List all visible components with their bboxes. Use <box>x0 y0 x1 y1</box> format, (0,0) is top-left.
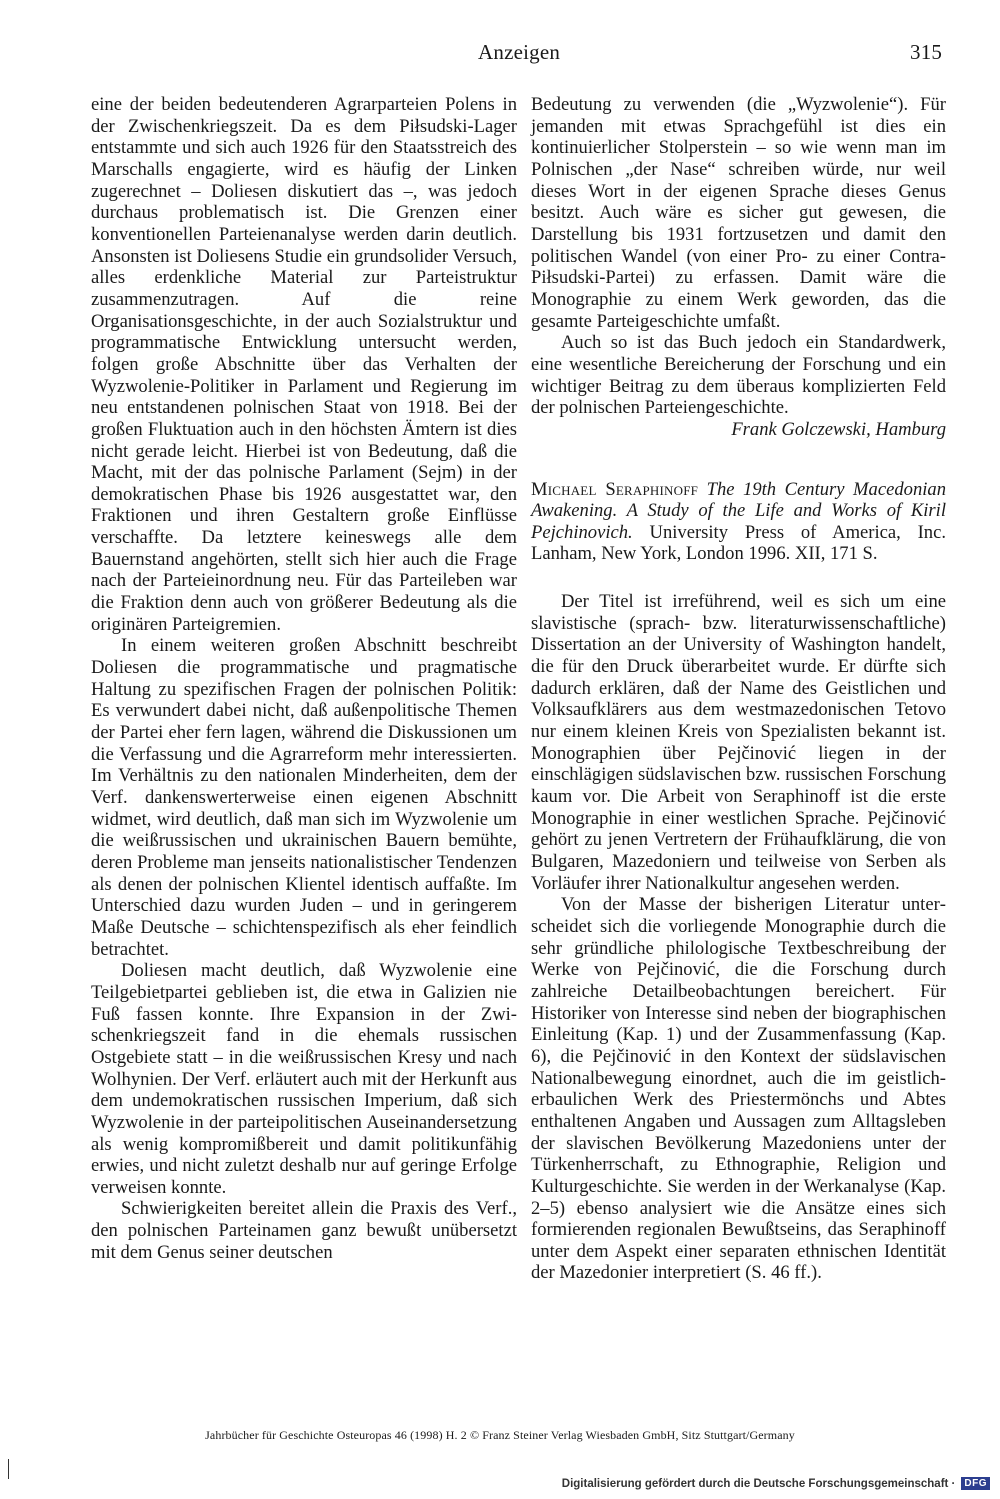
review-signature: Frank Golczewski, Hamburg <box>731 418 946 440</box>
reviewed-title: The 19th Century Macedonian Awakening. A Study of the Life and Works of Kiril Pejchinovich. <box>531 478 946 543</box>
digitization-notice <box>562 1477 990 1490</box>
paragraph: In einem weiteren großen Abschnitt beschreibt Doliesen die programmatische und pragmatische Haltung zu spezifischen Fragen der polnischen Politik: Es verwundert dabei nicht, daß außenpolitische Themen der Partei eher fern lagen, während die Diskussionen um die Verfassung und die Agrarreform mehr interessierten. Im Verhältnis zu den nationalen Minderheiten, dem der Verf. dankenswerterweise einen eigenen Abschnitt widmet, wird deutlich, daß man sich im Wyzwolenie um die weißrussischen und ukrainischen Bauern bemühte, deren Probleme man jenseits nationalistischer Tendenzen als denen der polnischen Klientel identisch auffaßte. Im Unterschied dazu wurden Juden – und in geringerem Maße Deutsche – schichtenspezifisch als eher feindlich betrachtet. <box>91 635 517 960</box>
paragraph: Der Titel ist irreführend, weil es sich um eine slavistische (sprach- bzw. literaturwissenschaftliche) Dissertation an der University of Washington handelt, die für den Druck überarbeitet wurde. Er dürfte sich dadurch erklären, daß der Name des Geistlichen und Volksaufklärers aus dem westmazedonischen Tetovo nur einem kleinen Kreis von Spezialisten bekannt ist. Monographien über Pejčinović liegen in der einschlägigen südslavischen bzw. russischen Forschung kaum vor. Die Arbeit von Seraphinoff ist die erste Monographie in einer westlichen Sprache. Pejčinović gehört zu jenen Vertretern der Frühaufklärung, die von Bulgaren, Mazedoniern und teilweise von Serben als Vorläufer ihrer Nationalkultur angesehen werden. <box>531 591 946 894</box>
paragraph: eine der beiden bedeutenderen Agrarparteien Polens in der Zwischenkriegszeit. Da es dem Piłsudski-Lager entstammte und sich auch 1926 für den Staatsstreich des Marschalls engagierte, wird es häufig der Linken zugerechnet – Doliesen diskutiert das –, was jedoch durchaus problematisch ist. Die Grenzen einer konventionellen Parteienanalyse werden darin deutlich. Ansonsten ist Doliesens Studie ein grundsolider Versuch, alles erdenkliche Material zur Parteistruktur zusammenzutragen. Auf die reine Organisationsgeschichte, in der auch Sozialstruktur und programmatische Entwicklung untersucht werden, folgen große Abschnitte über das Verhalten der Wyzwolenie-Politiker in Parlament und Regierung im neu entstandenen polnischen Staat von 1918. Bei der großen Fluktuation auch in den höchsten Ämtern ist dies nicht gerade leicht. Hierbei ist von Bedeutung, daß die Macht, mit der das polnische Parlament (Sejm) in der demokratischen Phase bis 1926 ausgestattet war, den Fraktionen und ihren Gestaltern große Einflüsse verschaffte. Da letztere keineswegs alle dem Bauernstand angehörten, stellt sich hier auch die Frage nach der Parteieinordnung neu. Für das Parteileben war die Fraktion denn auch von größerer Bedeutung als die originären Parteigremien. <box>91 94 517 635</box>
digitization-text: Digitalisierung gefördert durch die Deutsche Forschungsgemeinschaft · <box>561 1477 956 1490</box>
journal-footer: Jahrbücher für Geschichte Osteuropas 46 (1998) H. 2 © Franz Steiner Verlag Wiesbaden GmbH, Sitz Stuttgart/Germany <box>205 1428 795 1442</box>
scan-margin-mark <box>8 1459 9 1479</box>
dfg-logo: DFG <box>961 1477 990 1490</box>
section-spacer <box>531 565 946 591</box>
paragraph: Von der Masse der bisherigen Literatur unterscheidet sich die vorliegende Monographie durch die sehr gründliche philologische Textbeschreibung der Werke von Pejčinović, die die Forschung durch zahlreiche Detailbeobachtungen bereichert. Für Historiker von Interesse sind neben der biographischen Einleitung (Kap. 1) und der Zusammenfassung (Kap. 6), die Pejčinović in den Kontext der südslavischen Nationalbewegung einordnet, auch die im geistlich-erbaulichen Werk des Priestermönchs und Abtes enthaltenen Angaben und Aussagen zum Alltagsleben der slavischen Bevölkerung Mazedoniens unter der Türkenherrschaft, zu Ethnographie, Religion und Kulturgeschichte. Sie werden in der Werkanalyse (Kap. 2–5) ebenso analysiert wie die Ansätze eines sich formierenden regionalen Bewußtseins, das Seraphinoff unter dem Aspekt einer separaten ethnischen Identität der Mazedonier interpretiert (S. 46 ff.). <box>531 894 946 1284</box>
review-bibliographic-heading <box>531 479 946 566</box>
paragraph: Auch so ist das Buch jedoch ein Standardwerk, eine wesentliche Bereicherung der Forschung und ein wichtiger Beitrag zu dem überaus komplizierten Feld der polnischen Parteiengeschichte. <box>531 332 946 419</box>
paragraph: Doliesen macht deutlich, daß Wyzwolenie eine Teilgebietpartei geblieben ist, die etwa in Galizien nie Fuß fassen konnte. Ihre Expansion in der Zwischenkriegszeit fand in die ehemals russischen Ostgebiete statt – in die weißrussischen Kresy und nach Wolhynien. Der Verf. erläutert auch mit der Herkunft aus dem undemokratischen russischen Imperium, daß sich Wyzwolenie in der parteipolitischen Auseinandersetzung als wenig kompromißbereit und damit politikunfähig erwies, und nicht zuletzt deshalb nur auf geringe Erfolge verweisen konnte. <box>91 960 517 1198</box>
left-column <box>91 94 517 1263</box>
reviewed-publication: University Press of America, Inc. Lanham, New York, London 1996. XII, 171 S. <box>531 521 946 565</box>
running-title: Anzeigen <box>478 40 561 64</box>
paragraph: Bedeutung zu verwenden (die „Wyzwolenie“). Für jemanden mit etwas Sprachgefühl ist dies ein kontinuierlicher Stolperstein – so wie wenn man im Polnischen „der Nase“ schreiben würde, nur weil dieses Wort in der eigenen Sprache dieses Genus besitzt. Auch wäre es sicher gut gewesen, die Darstellung bis 1931 fortzusetzen und damit den politischen Wandel (von einer Pro- zu einer Contra-Piłsudski-Partei) zu erfassen. Damit wäre die Monographie zu einem Werk geworden, das die gesamte Parteigeschichte umfaßt. <box>531 94 946 332</box>
paragraph: Schwierigkeiten bereitet allein die Praxis des Verf., den polnischen Parteinamen ganz bewußt unübersetzt mit dem Genus seiner deutschen <box>91 1198 517 1263</box>
right-column <box>531 94 946 1284</box>
reviewed-author: Michael Seraphinoff <box>531 478 699 500</box>
page-number: 315 <box>910 40 943 64</box>
